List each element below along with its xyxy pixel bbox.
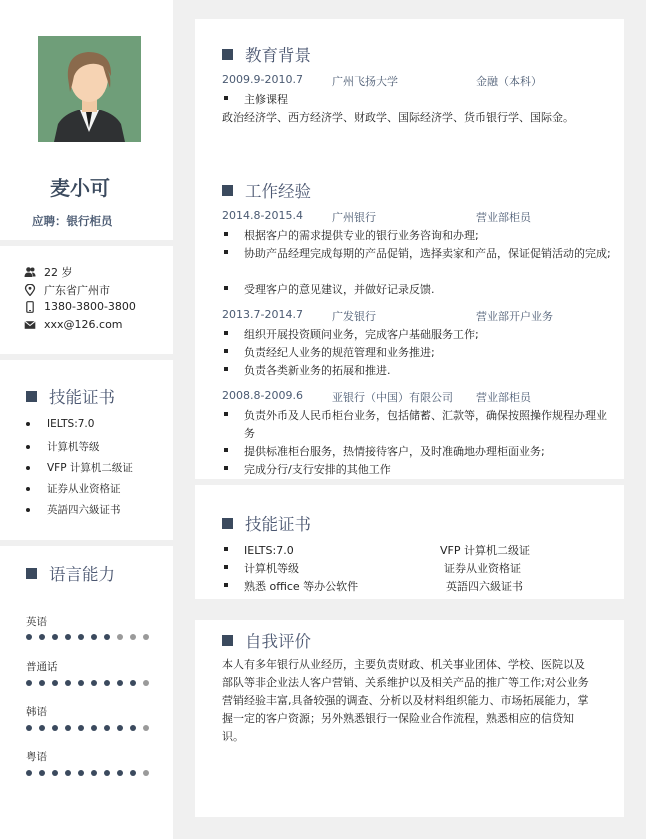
job-position: 营业部柜员 (476, 391, 531, 404)
level-dot-filled (91, 770, 97, 776)
language-level-dots (26, 770, 156, 776)
language-name: 普通话 (26, 661, 58, 673)
email-row (24, 318, 123, 331)
education-major: 金融（本科） (476, 75, 542, 88)
mail-icon (24, 319, 36, 331)
level-dot-filled (52, 725, 58, 731)
skill-item: VFP 计算机二级证 (440, 544, 530, 557)
job-position: 营业部开户业务 (476, 310, 553, 323)
left-certs-title: 技能证书 (49, 388, 115, 407)
applied-position: 应聘：银行柜员 (32, 214, 113, 228)
location-pin-icon (24, 284, 36, 296)
languages-card (0, 546, 173, 839)
level-dot-empty (130, 634, 136, 640)
level-dot-filled (39, 770, 45, 776)
user-group-icon (24, 266, 36, 278)
phone-icon (24, 301, 36, 313)
self-eval-title: 自我评价 (245, 632, 311, 651)
level-dot-empty (143, 725, 149, 731)
skill-item: 英語四六級证书 (446, 580, 523, 593)
self-eval-text: 本人有多年银行从业经历，主要负责财政、机关事业团体、学校、医院以及部队等非企业法人客户营销、关系维护以及相关产品的推广等工作;对公业务营销经验丰富,具备较强的调查、分析以及材料组织能力、市场拓展能力，掌握一定的客户资源；另外熟悉银行一保险业合作流程，熟悉相应的信贷知识。 (222, 658, 589, 743)
language-level-dots (26, 634, 156, 640)
courses-text: 政治经济学、西方经济学、财政学、国际经济学、货币银行学、国际金。 (222, 111, 574, 124)
level-dot-filled (91, 634, 97, 640)
avatar (38, 36, 141, 142)
level-dot-empty (143, 770, 149, 776)
education-heading (222, 42, 311, 66)
level-dot-filled (104, 680, 110, 686)
level-dot-filled (65, 725, 71, 731)
job-company: 广州银行 (332, 211, 376, 224)
level-dot-filled (65, 680, 71, 686)
education-period: 2009.9-2010.7 (222, 73, 303, 86)
email-text: xxx@126.com (44, 318, 123, 331)
level-dot-filled (78, 634, 84, 640)
level-dot-filled (52, 770, 58, 776)
level-dot-empty (117, 634, 123, 640)
level-dot-filled (104, 725, 110, 731)
level-dot-filled (117, 725, 123, 731)
age-text: 22 岁 (44, 266, 73, 279)
section-marker (222, 635, 233, 646)
level-dot-filled (52, 634, 58, 640)
work-title: 工作经验 (245, 182, 311, 201)
level-dot-filled (39, 634, 45, 640)
work-heading (222, 178, 311, 202)
level-dot-filled (65, 634, 71, 640)
section-marker (222, 49, 233, 60)
level-dot-empty (143, 680, 149, 686)
education-school: 广州飞扬大学 (332, 75, 398, 88)
self-eval-heading (222, 628, 311, 652)
job-period: 2008.8-2009.6 (222, 389, 303, 402)
level-dot-filled (78, 680, 84, 686)
level-dot-filled (130, 725, 136, 731)
level-dot-filled (26, 680, 32, 686)
left-cert-item: VFP 计算机二级证 (26, 460, 133, 475)
job-company: 亚银行（中国）有限公司 (332, 391, 453, 404)
level-dot-filled (130, 680, 136, 686)
level-dot-filled (39, 725, 45, 731)
level-dot-filled (52, 680, 58, 686)
left-cert-item: 证券从业资格证 (26, 481, 121, 496)
level-dot-filled (26, 770, 32, 776)
age-row (24, 264, 73, 280)
education-title: 教育背景 (245, 46, 311, 65)
language-level-dots (26, 680, 156, 686)
location-row (24, 282, 110, 298)
level-dot-filled (26, 725, 32, 731)
level-dot-filled (104, 770, 110, 776)
language-name: 英语 (26, 616, 47, 628)
language-name: 韩语 (26, 706, 47, 718)
phone-text: 1380-3800-3800 (44, 300, 136, 313)
languages-title: 语言能力 (49, 565, 115, 584)
level-dot-filled (130, 770, 136, 776)
job-period: 2014.8-2015.4 (222, 209, 303, 222)
languages-heading (26, 561, 115, 585)
level-dot-filled (117, 680, 123, 686)
avatar-person-icon (38, 36, 141, 142)
level-dot-filled (78, 725, 84, 731)
section-marker (222, 185, 233, 196)
phone-row (24, 300, 136, 313)
left-cert-item: IELTS:7.0 (26, 418, 94, 430)
level-dot-filled (65, 770, 71, 776)
skill-item: 证券从业资格证 (444, 562, 521, 575)
profile-card (0, 0, 173, 240)
skills-title: 技能证书 (245, 515, 311, 534)
level-dot-empty (143, 634, 149, 640)
left-cert-item: 英語四六級证书 (26, 502, 121, 517)
level-dot-filled (26, 634, 32, 640)
left-certs-heading (26, 384, 115, 408)
level-dot-filled (117, 770, 123, 776)
level-dot-filled (78, 770, 84, 776)
language-level-dots (26, 725, 156, 731)
section-marker (222, 518, 233, 529)
job-position: 营业部柜员 (476, 211, 531, 224)
sidebar (0, 0, 175, 839)
level-dot-filled (91, 725, 97, 731)
job-company: 广发银行 (332, 310, 376, 323)
left-cert-item: 计算机等级 (26, 439, 100, 454)
level-dot-filled (91, 680, 97, 686)
level-dot-filled (104, 634, 110, 640)
section-marker (26, 568, 37, 579)
section-marker (26, 391, 37, 402)
candidate-name: 麦小可 (50, 176, 110, 200)
job-period: 2013.7-2014.7 (222, 308, 303, 321)
skills-heading (222, 511, 311, 535)
location-text: 广东省广州市 (44, 284, 110, 297)
language-name: 粤语 (26, 751, 47, 763)
level-dot-filled (39, 680, 45, 686)
